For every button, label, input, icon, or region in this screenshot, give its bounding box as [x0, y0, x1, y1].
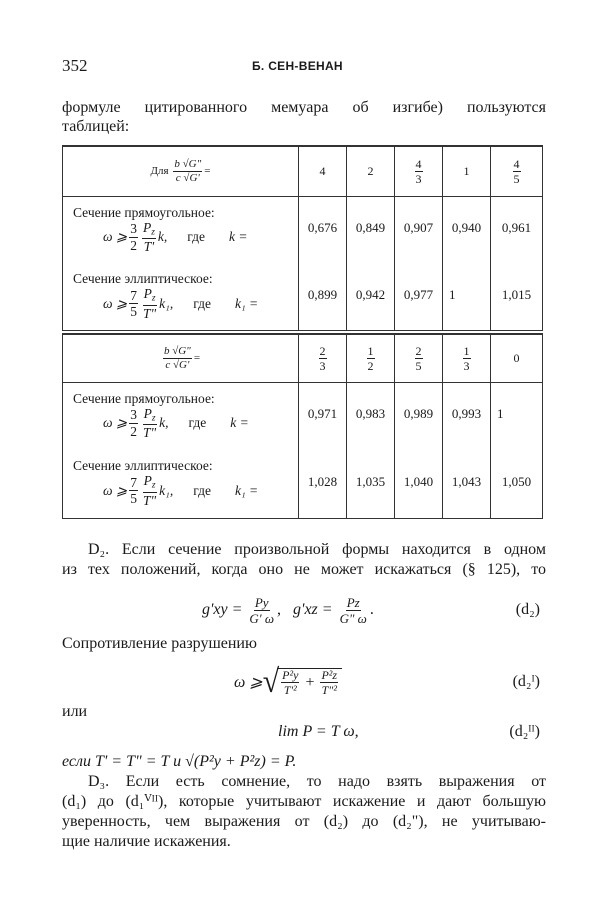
- table1-col-2-num: 2: [367, 163, 374, 178]
- table1-header-eq: =: [204, 165, 211, 178]
- table1-col-3-num: 4: [415, 156, 422, 171]
- eq-d2I-t2-num: P²z: [321, 668, 338, 682]
- eq-d2-num1: Py: [254, 594, 269, 610]
- table2-row1-coef-den: 2: [130, 423, 137, 439]
- table1-header-label: [63, 146, 299, 196]
- paragraph-esli: [62, 752, 546, 772]
- table1-row2-val-2: 0,942: [347, 260, 395, 330]
- table1-col-5: [491, 146, 543, 196]
- table2-header-fraction: [163, 346, 192, 371]
- table2-col-3-num: 2: [415, 343, 422, 358]
- table2-row1-val-2: 0,983: [347, 382, 395, 446]
- equation-d2II-formula: [278, 712, 359, 752]
- table1-row2-label-cell: [63, 260, 299, 330]
- eq-d2II-formula-text: lim P = T ω,: [278, 723, 359, 740]
- table1-row1-label-cell: [63, 196, 299, 260]
- table1-col-4-num: 1: [463, 163, 470, 178]
- table2-row2-gde: где: [193, 482, 211, 498]
- table1-col-4: [443, 146, 491, 196]
- page-number: 352: [62, 56, 88, 75]
- table1-row2-p-den: T": [142, 305, 157, 321]
- eq-d2-num2: Pz: [346, 594, 360, 610]
- table2-row2-val-5: 1,050: [491, 446, 543, 518]
- table1-row1-tail: k,: [157, 229, 168, 245]
- eq-d2I-t1-num: P²y: [282, 668, 299, 682]
- table2-row2-val-1: 1,028: [299, 446, 347, 518]
- table1-row2-val-3: 0,977: [395, 260, 443, 330]
- sqrt-icon: √ $\frac{\text{P²y}}{\text{T'²}}$ + $\frac{\text{P²z}}{\text{T"²}}$: [263, 667, 342, 697]
- table2-header-eq: =: [193, 352, 201, 365]
- equation-d2I: [62, 662, 546, 702]
- intro-paragraph: [62, 98, 546, 136]
- table2-row1-p-den: T": [142, 425, 157, 441]
- table1-col-1: [299, 146, 347, 196]
- table1-row2-formula: [73, 287, 298, 320]
- table2-col-1: [299, 334, 347, 382]
- d3-line-4: щие наличие искажения.: [62, 833, 231, 850]
- table-row: [63, 382, 543, 446]
- table2-row2-coef-den: 5: [130, 491, 137, 507]
- table2-col-5: [491, 334, 543, 382]
- table2-row2-p-den: T": [142, 492, 157, 508]
- table1-row1-val-2: 0,849: [347, 196, 395, 260]
- table1-row2-coef-num: 7: [130, 287, 137, 303]
- eq-d2-lhs2: g'xz =: [293, 601, 333, 618]
- table2-col-3: [395, 334, 443, 382]
- table2-col-1-num: 2: [319, 343, 326, 358]
- resist-line: Сопротивление разрушению: [62, 635, 257, 652]
- table-row: [63, 446, 543, 518]
- table2-row2-label-cell: [63, 446, 299, 518]
- table1-row2-k: k₁ =: [234, 295, 259, 311]
- equation-d2-formula: [202, 590, 374, 630]
- table2-row2-val-4: 1,043: [443, 446, 491, 518]
- equation-d2: [62, 590, 546, 630]
- table1-row2-val-4: 1: [443, 260, 491, 330]
- table1-row1-k: k =: [229, 229, 248, 245]
- table2-row2-omega: ω ⩾: [103, 482, 128, 498]
- table2-header-label: [63, 334, 299, 382]
- table1-row1-formula: [73, 221, 298, 254]
- equation-d2I-label: (d₂ᴵ): [512, 673, 540, 690]
- coefficient-table-2: [62, 333, 543, 519]
- paragraph-resist: [62, 634, 546, 654]
- table2-row1-k: k =: [230, 415, 249, 431]
- table1-header-den: c √G': [175, 171, 200, 184]
- table1-row1-label: Сечение прямоугольное:: [73, 204, 215, 220]
- table1-row2-val-5: 1,015: [491, 260, 543, 330]
- table1-row1-coef-den: 2: [130, 237, 137, 253]
- page-header: [62, 56, 546, 78]
- table1-row2-omega: ω ⩾: [103, 295, 128, 311]
- table1-row2-p-sub: z: [151, 293, 156, 304]
- table1-row1-gde: где: [187, 229, 206, 245]
- table1-row1-val-1: 0,676: [299, 196, 347, 260]
- table2-row2-formula: [73, 474, 298, 507]
- table2-row2-val-3: 1,040: [395, 446, 443, 518]
- table2-row1-label: Сечение прямоугольное:: [73, 390, 215, 406]
- eq-d2-den1: G' ω: [249, 610, 275, 626]
- table1-col-3-den: 3: [415, 171, 422, 186]
- table2-row2-tail: k₁,: [159, 482, 174, 498]
- table1-row1-val-4: 0,940: [443, 196, 491, 260]
- equation-d2II-label: (d₂ᴵᴵ): [509, 723, 540, 740]
- table1-row2-p: P: [143, 286, 152, 302]
- table1-row1-p-sub: z: [151, 226, 155, 237]
- table2-row2-p: P: [143, 473, 152, 489]
- table1-header-row: [63, 146, 543, 196]
- table1-header-prefix: Для: [150, 165, 169, 178]
- table2-col-4-den: 3: [463, 358, 470, 373]
- table2-col-3-den: 5: [415, 358, 422, 373]
- table1-row1-omega: ω ⩾: [103, 229, 128, 245]
- table2-col-2-num: 1: [367, 343, 374, 358]
- table1-row1-p: P: [142, 219, 152, 235]
- table1-header-fraction: [173, 159, 202, 184]
- table1-row1-p-den: T': [143, 239, 155, 255]
- table2-row1-val-3: 0,989: [395, 382, 443, 446]
- table2-row1-val-4: 0,993: [443, 382, 491, 446]
- table2-row1-gde: где: [188, 415, 207, 431]
- table1-row1-coef-num: 3: [130, 221, 137, 237]
- equation-d2I-formula: [234, 662, 342, 702]
- table2-row1-val-1: 0,971: [299, 382, 347, 446]
- table2-header-num: b √G": [163, 344, 191, 357]
- table1-row2-val-1: 0,899: [299, 260, 347, 330]
- table1-col-2: [347, 146, 395, 196]
- table2-header-den: c √G': [165, 358, 190, 371]
- eq-d2-end: .: [369, 601, 374, 618]
- d2-line-1: D₂. Если сечение произвольной формы находится в одном: [88, 541, 546, 558]
- table1-col-5-num: 4: [513, 156, 520, 171]
- table1-row1-val-3: 0,907: [395, 196, 443, 260]
- running-title: Б. СЕН-ВЕНАН: [252, 59, 343, 73]
- d2-line-2: из тех положений, когда оно не может искажаться (§ 125), то: [62, 561, 546, 578]
- table1-row2-gde: где: [193, 295, 211, 311]
- paragraph-d2: [62, 540, 546, 580]
- paragraph-d3: [62, 772, 546, 852]
- table2-col-4: [443, 334, 491, 382]
- table2-row1-formula: [73, 407, 298, 440]
- equation-d2II: [62, 712, 546, 752]
- ili-line: или: [62, 703, 88, 720]
- table2-row1-omega: ω ⩾: [103, 415, 128, 431]
- table2-row1-val-5: 1: [491, 382, 543, 446]
- table2-row1-p: P: [143, 405, 152, 421]
- eq-d2-lhs1: g'xy =: [202, 601, 243, 618]
- intro-line-2: таблицей:: [62, 118, 130, 135]
- table2-col-2: [347, 334, 395, 382]
- table1-col-3: [395, 146, 443, 196]
- table2-row1-coef-num: 3: [130, 407, 137, 423]
- table2-col-2-den: 2: [367, 358, 374, 373]
- table1-row2-label: Сечение эллиптическое:: [73, 271, 213, 287]
- eq-d2-den2: G" ω: [339, 610, 367, 626]
- table1-col-5-den: 5: [513, 171, 520, 186]
- table2-row2-k: k₁ =: [234, 482, 259, 498]
- table2-row1-p-sub: z: [151, 412, 156, 423]
- coefficient-table-1: [62, 145, 543, 331]
- equation-d2-label: (d₂): [515, 601, 540, 618]
- table2-col-4-num: 1: [463, 343, 470, 358]
- eq-d2I-lhs: ω ⩾: [234, 674, 263, 691]
- table2-row2-p-sub: z: [151, 480, 156, 491]
- table2-row2-coef-num: 7: [130, 474, 137, 490]
- table2-row1-tail: k,: [159, 415, 169, 431]
- d3-line-3: уверенность, чем выражения от (d₂) до (d₂"), не учитываю-: [62, 813, 546, 830]
- table1-header-num: b √G": [174, 157, 202, 170]
- table1-row2-coef-den: 5: [130, 304, 137, 320]
- eq-d2I-plus: +: [305, 673, 315, 691]
- table2-row1-label-cell: [63, 382, 299, 446]
- table2-row2-val-2: 1,035: [347, 446, 395, 518]
- table2-col-1-den: 3: [319, 358, 326, 373]
- table-row: [63, 196, 543, 260]
- esli-line: если T' = T" = T и √(P²y + P²z) = P.: [62, 753, 297, 770]
- table2-row2-label: Сечение эллиптическое:: [73, 458, 213, 474]
- d3-line-1: D₃. Если есть сомнение, то надо взять выражения от: [88, 773, 546, 790]
- eq-d2-sep: ,: [277, 601, 282, 618]
- table2-col-5-num: 0: [513, 350, 520, 365]
- table2-header-row: [63, 334, 543, 382]
- eq-d2I-t1-den: T'²: [283, 683, 297, 697]
- table1-col-1-num: 4: [319, 163, 326, 178]
- table1-row1-val-5: 0,961: [491, 196, 543, 260]
- table-row: [63, 260, 543, 330]
- table1-row2-tail: k₁,: [159, 295, 174, 311]
- eq-d2I-t2-den: T"²: [321, 683, 337, 697]
- intro-line-1: формуле цитированного мемуара об изгибе) пользуются: [62, 99, 546, 116]
- d3-line-2: (d₁) до (d₁ⱽᴵᴵ), которые учитывают искажение и дают большую: [62, 793, 546, 810]
